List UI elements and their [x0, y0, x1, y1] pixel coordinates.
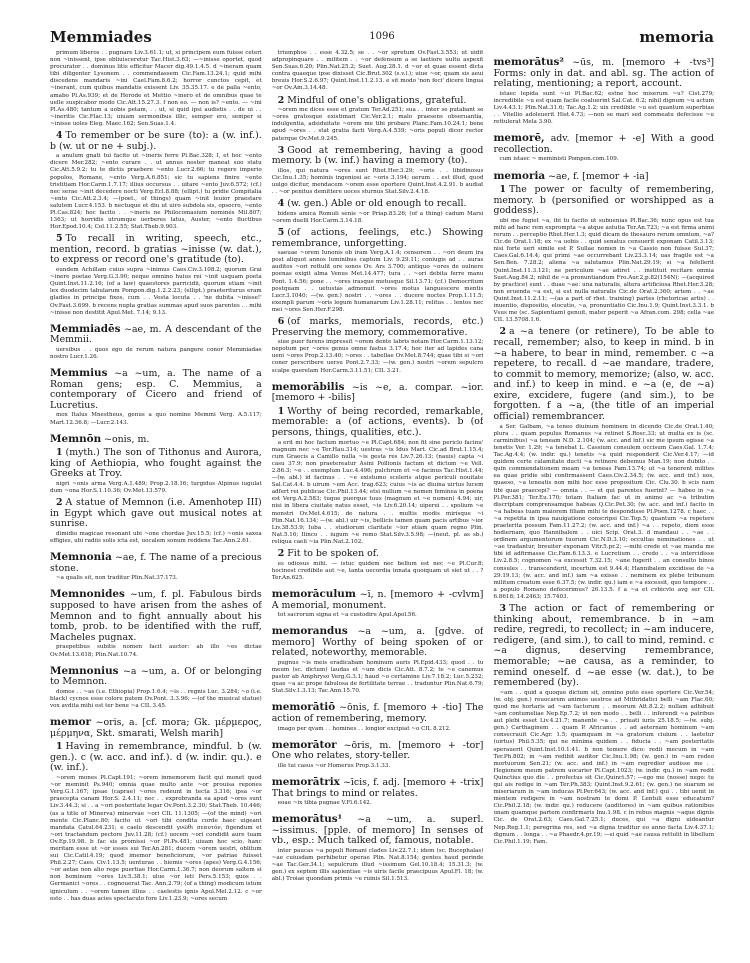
sense-definition — [272, 407, 484, 439]
dictionary-entry — [493, 57, 714, 90]
citation-block: eoae ~ix tibia pugnae V.Fl.6.142. — [277, 800, 372, 807]
sense-text: To remember or be sure (to): a (w. inf.). b (w. ut or ne + subj.). — [50, 130, 262, 152]
sense-number: 4 — [56, 130, 63, 142]
sense-definition — [272, 146, 484, 167]
sense-text: (of actions, feelings, etc.) Showing remembrance, unforgetting. — [271, 226, 484, 249]
dictionary-entry — [50, 324, 262, 346]
headword: Memnonides — [50, 588, 125, 601]
sense-text: The action or fact of remembering or thinking about, remembrance. b in ~am redire, regredi, to recollect; in ~am inducere, redigere, (and sim.), to call to mind, remind. c ~a dignus, deserving remembrance, memorable; ~ae causa, as a reminder, to remind oneself. d ~ae esse (w. dat.), to be remembered (by). — [493, 603, 715, 689]
citation-block: es odiosus mihi. — istuc quidem nec bellum est nec ~e Pl.Cur.8; hocinest credibile aut ~e, tanta uecordia innata quoiquam ut siet ut . . ? Ter.An.625. — [271, 560, 484, 581]
headword: memoria — [493, 169, 546, 182]
headword: Memmiadēs — [50, 322, 121, 335]
sense-number: 2 — [277, 94, 285, 106]
citation-block: istaec lepida sunt ~ui Pl.Bac.62; estne hoc miserum ~u? Cist.279; incredibile ~u est quam facile coaluerint Sal.Cat. 6.2; nihil dignum ~u actum Liv.4.43.1; Plin.Nat.31.6; Tac.Ag.1.2; uix credibile ~u est quantum superbiae . . Vitellio adoleuerit Hist.4.73; —non se mari sed commeatu defecisse ~u rettulerat Mela 3.90. — [493, 90, 715, 126]
headword: memorandus — [271, 625, 348, 638]
headword: memorātor — [271, 738, 337, 751]
dictionary-entry — [493, 171, 714, 183]
sense-text: (myth.) The son of Tithonus and Aurora, king of Aethiopia, who fought against the Greeks at Troy. — [50, 447, 262, 480]
column-right — [493, 50, 714, 955]
entry-definition: ~a ~um, a. The name of a Roman gens; esp. C. Memmius, a contemporary of Cicero and friend of Lucretius. — [50, 368, 262, 411]
sense-definition — [272, 228, 484, 249]
right-guide-word: memoria — [639, 28, 714, 46]
sense-definition — [493, 604, 714, 689]
sense-definition — [272, 549, 484, 560]
citation-block: pugnus ~is meis eradicabam hominum auris Pl.Epid.433; quod . . tu meum (sc. dictum) laudas et ~um dicis Cic.Att. 8.7.2; te ~e canemus pastor ab Amphryso Verg.G.3.1; haud ~o certamine Liv.7.18.2; Luc.5.232; quae ~a ac prope fabulosa de fertilitate terrae . . traduntur Plin.Nat.6.79; Stat.Silv.1.3.13; Tac.Ann.15.70. — [271, 659, 484, 695]
sense-text: To recall in writing, speech, etc., mention, record. b gratias ~inisse (w. dat.), to express or record one's gratitude (to). — [50, 233, 262, 266]
entry-definition: ~um, f. pl. Fabulous birds supposed to have arisen from the ashes of Memnon and to fight annually about his tomb, prob. to be identified with the ruff, Macheles pugnax. — [50, 589, 262, 643]
sense-definition — [272, 96, 484, 107]
dictionary-entry — [272, 814, 484, 847]
citation-block: nigri ~onis arma Verg.A.1.489; Prop.2.18.16; turgidus Alpinus iugulat dum ~ona Hor.S.1.10.36; Ov.Met.13.579. — [50, 481, 262, 495]
entry-definition: ~is ~e, a. compar. ~ior. [memoro + -bilis] — [271, 381, 484, 404]
text-columns — [50, 50, 714, 955]
page-header — [50, 26, 714, 50]
sense-number: 2 — [56, 497, 63, 509]
headword: memorātiō — [271, 701, 336, 714]
citation-block: primum liberos . . pugnare Liv.3.61.1; ut, si principem eum fuisse ceteri non ~inissent, ipse obliuisceretur Tac.Hist.3.63; —~inisse oportet, quod procurator . . dominus litis efficitur Macer dig.49.1.4.5. d ~ineram quam tibi diligenter Lysonem . . commendassem Cic.Fam.13.24.1; quid mihi discedens mandaris ~ini Cael.Fam.8.6.2; horror cunctos cepit, et ~inerant, cum quibus mandatis exissent Liv. 35.35.17. e de palla ~ento, amabo Pl.As.939; et de Herode et Mettio ~inero et de omnibus quae te uelle suspicabor modo Cic.Att.15.27.3. f non eo. — non is? ~ento. — ~ini Pl.As.480; tantum a uobis petam, . . ut, si quid ipsi audistis . . de ui . . ~ineritis Cic.Flac.13; uiuam sermonibus illic, semper ero, semper si ~inisse uoles Eleg. Maec.162; Sen.Suas.1.4. — [50, 50, 262, 127]
citation-block: ~orem mones Pl.Capt.191; ~orem inmemorem facit qui monet quod ~or meminit Ps.940; omnia quae multo ante ~or prouisa repones Verg.G.1.167; ipsae (caprae) ~ores redeunt in tecta 3.316; ipsa ~or praecepta canam Hor.S. 2.4.11; nec . . exprobranda ea apud ~ores sunt Liv.3.44.3; si . . a ~ori posteritate legar Ov.Pont.3.2.30; Stat.Theb. 10.446; (as a title of Minerva) minervae ~ori CIL 11.1305; —(of the mind) ~ori mente Cic.Planc.80; facito ut ~ori tibi condita corde haec uigeant mandata Catul.64.231; e caelo descendit γνῶθι σεαυτόν, figendum et ~ori tractandum pectore Juv.11.28; (cf.) uocem ~ori condidit aure tuam Ov.Ep.19.98. b fac sis promissi ~or Pl.Ps.481; uiuam hoc scio, hanc meritam esse ut ~or esses sui Ter.An.281; ducem ~orem uestri, oblitum sui Cic.Catil.4.19; quod imemor beneficiorum, ~or patriae fuisset Phil.2.27; Caes. Civ.1.13.5; uenturae . . hiemis ~ores (apes) Verg.G.4.156; ~or aetae non alio rege puertiae Hor.Carm.1.36.7; non deorum saltem si non hominum ~ores Liv.5.38.1; ulue ~or leti Pers.5.153; quos . . Germanici ~ores . . cognouerat Tac. Ann.2.79; (of a thing) modicum istum igniculum . . ~orem tamen illius . . caelestis ignis Apul.Mel.2.12. c ~or esto . . has duas acies spectaculo fore Liv.1.23.9; ~ores secum — [50, 775, 262, 902]
sense-text: Worthy of being recorded, remarkable, memorable: a (of actions, events). b (of persons, things, qualities, etc.). — [271, 405, 484, 439]
page-number: 1096 — [369, 31, 395, 42]
sense-text: A statue of Memnon (i.e. Amenhotep III) in Egypt which gave out musical notes at sunrise. — [50, 497, 262, 530]
citation-block: a Ser. Galbam, ~a teneo diuinum hominem in dicendo Cic.de Orat.1.40; plura . . quam populus Romanus ~a retinet S.Rosc.33; ut multa ex is (sc. carminibus) ~a teneam N.D. 2.104; (w. acc. and inf.) sic me ipsum egisse ~a tenetis Ver. 1.29; ~a tenebat L. Cassium consulem occisum Caes.Gal. 1.7.4; Tac.Ag.4.4; (w. indir. qu.) tenetis ~a quid responderit Cic.Ver.4.17; —id quidem certe calamitate ducti ~a retinere debemus Man.19; non dubito . . quin commendationem meam ~a teneas Fam.13.74; ut ~a tenerent milites ea quae pridie sibi confirmassent Caes.Civ.2.34.5; (w. acc. and inf.) uos, quaeso, ~a teneatis non mihi hoc esse propositum Cic. Clu.30. b scis nam tibi quae praecepi? — omnia . . — et qui parentes fuerint? — habeo in ~a Pl.Per.381; Ter.Eu.170; totam Italiam fac ut in animo ac ~a tributim discriptam comprensamque habeas Q.Cic.Pet.30; (w. acc. and inf.) facito in ~a habeas tuam maiorem filiam mihi te despondisse Pl.Poen.1278. c haec . . ~a repetita in ipsa nauigatione conscripsi Cic.Top.5; quantum ~a repetere praeterita possum Fam.11.27.2; (w. acc. and inf.) ~a . . repeto, diem esse hodiernam, quo Hannibalem . . uici Scip. Orat.3. d mandaui . . ~ae . . ordinem argumentorum tuorum Cic.N.D.3.10; occultas nominationes . . ut ~ae tradantur, breuiter exponam Vitr.5.pr.2; —mihi crede et ~ae manda me tibi id adfirmasse Cic.Fam.6.13.3. e Lucretium . . credo . . ~a intercidisse Liv.2.8.5; cognomen ~a excessit 7.32.15; ~ane fugerit . . an consulto binos consules . . transcenderit, incertum est 9.44.4; Hannibalem excidisse de ~a 29.19.13; (w. acc. and inf.) iam ~a exisse . . neminem ex plebe tribunum militum creatum esse 6.37.5; (w. indir. qu.) iam e ~a excessit, quo tempore . . a populo Romano defecerimus? 26.13.5. f a ~a et cvbicvlo avg ser CIL 6.8618; 14.2463; 15.7403. — [493, 423, 715, 600]
citation-block: saeuae ~orem Iunonis ob iram Verg.A.1.4; censorem . . ~ori deum ira post aliquot annos luminibus captum Liv. 9.29.11; coniugis ad . . auras auditos ~ori rettulit ore sonos Ov. Ars 3.700; antiquo ~ores de uulnere poenas exigit alma Venus Met.14.477; tura . . ~ori debita ferre manu Pont. 1.4.56; pone . . ~ores irasque metusque Sil.13.71; (cf.) Democritum postquam . . uetustas admonuit ~ores motus languescere mentis Lucr.3.1040; —(w. gen.) nostri . . ~ores . . ducere noctes Prop.1.11.5; exempli parum ~oris legum humanarum Liv.1.28.11; relitus . . lentos nec mei ~ores Sen.Her.F.298. — [271, 250, 484, 313]
entry-definition: ~a ~um, a. superl. ~issimus. [pple. of memoro] In senses of vb., esp.: Much talked of, famous, notable. — [271, 814, 484, 847]
citation-block: a erit mi hoc factum mortuo ~e Pl.Capt.684; non fit sine periclo facinu' magnum nec ~e Ter.Hau.314; uestras ~is Idus Mart. Cic.ad Brut.1.15.4; cum Graecis a Camillo nulla ~is gesta res Liv.7.26.13; (nauis) capta ~i casu 37.9; non praetereatur Asini Pollionis factum et dictum ~e Vell. 2.86.3; ~e . . exemplum Luc.4.496; pulchrum et ~e facinus Tac.Hist.1.44; —(w. abl.) id facinus . . ~e existumo sceleris atque periculi nouitate Sal.Cat.4.4. b uirum ~em Acc. trag.623; cuius ~is ac diuina uirtus lucem adfert rei publicae Cic.Phil.13.44; etsi nullum ~e nomen feminea in poena est Verg.A.2.583; tuque puerque tuus (magnum et ~e numen) 4.94; uir, nisi in libera ciuitate natus esset, ~is Liv.6.20.14; uiperei . . spolium ~e monstri Ov.Met.4.615; de natura . . multis modis mirisque ~i Plin.Nat.16.134; —(w. abl.) uir ~is, bellicis tamen quam pacis artibus ~ior Liv.38.53.9; Iuba . . studiorum claritate ~ior etiam quam regno Plin. Nat.5.16; Ilinco . . iugum ~e remo Stat.Silv.3.5.98; —(neut. pl. as sb.) reliqua caeli ~ia Plin.Nat.2.102. — [271, 439, 484, 545]
sense-number: 1 — [56, 741, 63, 753]
dictionary-entry — [493, 133, 714, 155]
sense-definition — [272, 317, 484, 338]
dictionary-entry — [50, 552, 262, 574]
citation-block: imago per qvam . . homines . . longior excipiat ~o CIL 8.212. — [277, 725, 451, 732]
headword: Memnonia — [50, 551, 112, 564]
sense-definition — [50, 448, 262, 480]
citation-block: bidens amica Romuli senis ~or Priap.83.26; (of a thing) cadum Marsi ~orem duelli Hor.Carm.3.14.18. — [271, 210, 484, 224]
dictionary-entry — [50, 717, 262, 739]
citation-block: a anulum gnati tui facito ut ~ineris ferre Pl.Bac.328; I, et hoc ~ento dicere Mer.282; ~ento curare . . ut annus noster maneat suo statu Cic.Att.5.9.2; tu te dictis praebere ~ento Lucr.2.66; tu regere imperio populos, Romane, ~ento Verg.A.6.851; sic tu sapiens finire ~ento tristitiam Hor.Carm.1.7.17; illius occursus . . uitare ~ento Juv.6.572; (cf.) nec serae ~init decedere nocti Verg.Ecl.8.88; (ellipt.) tu pridie Compitalia ~ento Cic.Att.2.3.4; —(poet., of things) quam ~init leuior praestare salutem Lucr.4.153. b nectuque et diu ut uiro subdola sis, opsecro, ~ento Pl.Cas.824; hoc facito . . ~ineris ne Philocomasium nominés Mil.807; 1363; ut horridis utrumque uerberes latus, Auster, ~ento fluctibus Hor.Epod.10.4; Col.11.2.55; Stat.Theb.9.903. — [50, 153, 262, 231]
sense-definition — [272, 199, 484, 210]
entry-definition: ~a ~um, a. Of or belonging to Memnon. — [50, 665, 262, 688]
dictionary-page — [50, 26, 715, 902]
headword: memorē, — [493, 132, 545, 145]
citation-block: ille tui casus ~or Homerus Prop.3.1.33. — [277, 762, 391, 769]
sense-definition — [493, 185, 714, 217]
headword: memorāculum — [271, 587, 356, 600]
sense-number: 4 — [277, 198, 285, 210]
sense-number: 5 — [277, 226, 285, 238]
sense-text: Mindful of one's obligations, grateful. — [287, 94, 467, 106]
sense-number: 1 — [499, 184, 506, 196]
entry-definition: ~ūs, m. [memoro + -tvs³] Forms: only in dat. and abl. sg. The action of relating, mentioning; a report, account. — [493, 57, 715, 90]
headword: Memnōn — [50, 432, 102, 445]
entry-definition: ~a ~um, a. [gdve. of memoro] Worthy of being spoken of or related, noteworthy, memorable. — [271, 626, 484, 659]
entry-definition: ~ae, f. [memor + -ia] — [548, 170, 649, 182]
dictionary-entry — [272, 777, 484, 799]
dictionary-entry — [272, 740, 484, 762]
entry-definition: ~īcis, f. adj. [memoro + -trix] That brings to mind or relates. — [271, 777, 484, 799]
entry-definition: ~onis, m. — [104, 433, 150, 445]
sense-definition — [50, 742, 262, 774]
sense-text: (of marks, memorials, records, etc.) Preserving the memory, commemorative. — [271, 316, 484, 338]
citation-block: siue puer furens impressit ~orem dente labris notam Hor.Carm.1.13.12; nepotum per ~ores genus omne fastus 3.17.4; hoc iter ad lapides cana ueni ~ores Prop.2.13.40; ~ores . . tabellae Ov.Met.8.744; quae tibi si ~ori coner perscribere uersu Pont.2.7.33; —(w. gen.) nostri ~orem sepulcro scalpe querelam Hor.Carm.3.11.51; CIL 3.21. — [271, 339, 484, 374]
sense-number: 3 — [499, 603, 506, 614]
dictionary-entry — [50, 368, 262, 411]
citation-block: domos . . ~as (i.e. Ethiopia) Prop.1.6.4; ~is . . regnis Luc. 3.284; ~o (i.e. black) cycnos esse colore putem Ov.Pont. 3.3.96; —(of the musical statue) vox avdita mihi est ter bene ~a CIL 3.45. — [50, 688, 262, 709]
citation-block: cum istaec ~ meministi Pompon.com.109. — [499, 156, 619, 163]
sense-number: 6 — [277, 316, 285, 327]
dictionary-entry — [50, 589, 262, 643]
citation-block: triumphos . . esse 4.32.5; se . . ~or spretum Ov.Fast.3.553; ut uidit adpropinquare . . militem . . ~or defensum a se laetiore uultu aspexit Sen.Suas.6.20; Plin.Nat.25.2; Suet. Aug.28.1. d ~or et quae essent dicta contra quaeque ipse dixisset Cic.Brut.302 (s.v.l.); uiue ~or, quam sis aeui breuis Hor.S.2.6.97; Quint.Inst.11.2.13. e sit modo 'non feci' dicere lingua ~or Ov.Am.3.14.48. — [271, 50, 484, 92]
dictionary-entry — [50, 666, 262, 688]
citation-block: praepetibus subitis nomen facit auctor: ab illo ~es dictae Ov.Met.13.618; Plin.Nat.10.74. — [50, 644, 262, 658]
sense-number: 2 — [277, 548, 285, 560]
citation-block: dimidio magicae resonant ubi ~one chordae Juv.15.5; (cf.) ~onis saxea effigies, ubi radiis solis icta est, uocalem sonum reddens Tac.Ann.2.61. — [50, 530, 262, 545]
entry-definition: ~ī, n. [memoro + -cvlvm] A memorial, monument. — [271, 588, 484, 611]
sense-definition — [50, 498, 262, 530]
citation-block: eundem Achillam cuius supra ~inimus Caes.Civ.3.108.2; quorum Grai ~inere poetae Verg.G.3.90; neque omnino huius rei ~init usquam poeta Quint.Inst.11.2.16; (of a law) quaestores parricidii, quorum etiam ~init lex duodecim tabularum Pompon.dig.1.2.2.23; (ellipt.) praeteriturus eram gladios in principe fixos, cum . . Vesta locuta . . 'ne dubita ~inisse!' Ov.Fast.3.699. b recens nupta gratias summas apud suos parentes . . mihi ~inisse non destitit Apul.Met. 7.14; 9.13. — [50, 267, 262, 316]
sense-number: 3 — [277, 144, 285, 156]
citation-block: ~orem me dices esse et gratum Ter.Ad.251; sua . . inter se putabant se ~ores gratosque existimari Cic.Ver.2.1; malo praesens obseruantia, indulgentia, adsiduitate ~orem me tibi probare Planc.Fam.10.24.1; bene apud ~ores . . stat gratia facti Verg.A.4.539; ~oris populi dicor rector paterque Ov.Met.9.245. — [271, 107, 484, 142]
headword: Memnonius — [50, 664, 119, 677]
citation-block: ubi me fugiet ~a, ibi tu facito ut subuenias Pl.Bac.36; nunc opus est tua mihi ad hanc rem exprompta ~a atque astutia Ter.An.723; ~a est firma animi rerum . . perceptio Rhet.Her.1.3; quid dicam de thesauro rerum omnium, ~a? Cic.de Orat.1.18; ex ~a uobis . . quid senatus censuerit exponam Catil.3.13; nisi forte ueri simile est P. Sullae nomen in ~a Cassio non fuisse Sul.37; Caes.Gal.6.14.4; qui primi ~ae occurrebant Liv.23.3.14; uas fragile est ~a Sen.Ben. 7.28.2; aliena ~a salutamus Plin.Nat.29.19; si ~a fefellerit Quint.Inst.11.3.121; ne periculum ~ae adiret . . instituit recitare omnia Suet.Aug.84.2; nihil de ~a pronuntiandum Fro.Aur.2,p.82(154N); —(acquired by practice) sunt . . duae ~ae: una naturalis, altera artificiosa Rhet.Her.3.28; non eruenda ~a est, si est nulla naturalis Cic.de Orat.2.360; artem . . ~ae Quint.Inst.11.2.11; —(as a part of rhet. training) partes (rhetoricae artis) . . inuentio, dispositio, elocutio, ~a, pronuntiatio Cic.Inu.1.9; Quint.Inst.3.3.1. b Vsus me (sc. Sapientiam) genuit, mater peperit ~a Afran.com. 298; cella ~ae CIL 13.5708.1.6. — [493, 217, 715, 324]
headword: memorātus² — [493, 56, 564, 68]
citation-block: illos, qui natura ~ores sunt Rhet.Her.3.29; ~oris . . libidinosus Cic.Inu.1.35; hominis ingeniosi ac ~oris 3.194; uerum . . est illud, quod uulgo dicitur, mendacem ~orem esse oportere Quint.Inst.4.2.91. b audiat . . ~or penitus demittere uoces sturnus Stat.Silv.2.4.18. — [271, 167, 484, 196]
headword: memorābilis — [271, 380, 345, 393]
dictionary-entry — [272, 626, 484, 659]
dictionary-entry — [272, 702, 484, 724]
sense-definition — [50, 131, 262, 152]
citation-block: tot sacrorum signa et ~a custodire Apul.Apol.56. — [277, 612, 417, 619]
dictionary-entry — [50, 434, 262, 446]
entry-definition: adv. [memor + -e] With a good recollection. — [493, 133, 715, 155]
citation-block: ~am . . quid a quoque dictum sit, omnino puto esse oportere Cic.Ver.54; (w. obj. gen.) reuocarem animos uestros ad Mithridatici belli ~am Flac.60; quod me hortaris ad ~am factorum . . meorum Att.8.2.2; nullam adhibuit ~am contumeliae Nep.Ep.7.2; ut non modo . . belli . . inferendi ~a patribus aut plebi esset Liv.4.21.7; manente ~a . . priuati iuris 25.18.5; —(w. subj. gen.) Carthaginem . . quam P. Africanus . . ad aeternam hominum ~am consecrauit Cic.Agr. 1.5; quamquam in ~a gratorum ciuium . . laetetur (uirtus) Phil.5.35; qui ne minima quidem . . fiducia . . ~am posteritatis sperauerit Quint.Inst.10.1.41. b non temere dico: redii mecum in ~am Ter.Ph.802; in ~am redibit auditor Cic.Inu.1.98; (w. gen.) in ~am redeo mortuorum Sen.21; (w. acc. and inf.) in ~am regredior audisse me . . Hegionem meum patrem uocarier Pl.Capt.1023; (w. indir. qu.) in ~am redit Quinctius quo die . . profectus sit Cic.Quinct.57; —ego me (nosse) nego: tu qui ais redige in ~am Ter.Ph.383; Quint.Inst.9.2.61; (w. gen.) ne suarum se miseriarum in ~am inducas Pl.Per.643; (w. acc. and inf.) qui . . tibi uenit in mentem redigere in ~am nostram te domi P. Lentuli esse educatum? Cic.Phil.2.18; (w. indir. qu.) reducere (auditores) in ~am quibus rationibus unam quamque partem confirmaris Inu.1.98. c in rebus magnis ~aque dignis Cic. de Orat.2.63; Caes.Gal.7.25.1; duces, qui ~a digni uideantur Nep.Reg.1.1; peregrina res, sed ~a digna traditur eo anno facta Liv.4.37.1; dignum . . longa . . ~a Phaedr.4.pr.19; —si quid ~ae causa rettulit in libellum Cic.Phil.1.19; Fam. — [493, 689, 715, 845]
citation-block: inter paucas ~a populi Romani clades Liv.22.7.1; idem (sc. Bucephalas) ~ae cuiusdam perhibetur operae Plin. Nat.8.154; gentes haud perinde ~ae Tac.Ger.34.1; sepulcrum illud ~issimum Gel.10.18.4; 15.31.3; (w. gen.) ex septem illis sapientiae ~is uiris facile praecipuus Apul.Fl. 18; (w. abl.) Troiae quondam primis ~e ruinis Sil.1.513. — [271, 848, 484, 883]
sense-text: Good at remembering, having a good memory. b (w. inf.) having a memory (to). — [271, 144, 484, 167]
headword: Memmius — [50, 367, 108, 380]
headword: memorātus¹ — [271, 813, 343, 826]
sense-number: 5 — [56, 233, 63, 245]
sense-number: 1 — [56, 447, 63, 459]
entry-definition: ~ae, f. The name of a precious stone. — [50, 552, 262, 574]
sense-text: a ~a tenere (or retinere), To be able to recall, remember; also, to keep in mind. b in ~a habere, to bear in mind, remember. c ~a repetere, to recall. d ~ae mandare, tradere, to commit to memory, memorize; (also, w. acc. and inf.) to keep in mind. e ~a (e, de ~a) exire, excidere, fugere (and sim.), to be forgotten. f a ~a, (the title of an imperial official) remembrancer. — [493, 326, 715, 423]
dictionary-entry — [272, 589, 484, 611]
entry-definition: ~ōris, m. [memoro + -tor] One who relates, story-teller. — [271, 739, 484, 762]
sense-text: The power or faculty of remembering, memory. b (personified or worshipped as a goddess). — [493, 184, 715, 217]
sense-text: Fit to be spoken of. — [287, 548, 379, 560]
left-guide-word: Memmiades — [50, 28, 152, 46]
column-left — [50, 50, 262, 955]
citation-block: mox Italus Mnestheus, genus a quo nomine Memmi Verg. A.5.117; Mart.12.36.8; —Lucr.2.143. — [50, 412, 262, 426]
sense-number: 2 — [499, 326, 506, 338]
citation-block: ~a qualis sit, non traditur Plin.Nat.37.173. — [56, 575, 178, 582]
entry-definition: ~oris, a. [cf. mora; Gk. μέρμερος, μέρμηνα, Skt. smarati, Welsh marih] — [50, 717, 262, 739]
headword: memor — [50, 716, 92, 729]
entry-definition: ~ae, m. A descendant of the Memmii. — [50, 323, 262, 346]
sense-number: 1 — [277, 405, 285, 417]
sense-definition — [493, 327, 714, 422]
dictionary-entry — [272, 382, 484, 404]
column-middle — [272, 50, 484, 955]
entry-definition: ~ōnis, f. [memoro + -tio] The action of remembering, memory. — [271, 702, 484, 725]
headword: memorātrix — [271, 776, 340, 788]
sense-text: Having in remembrance, mindful. b (w. gen.). c (w. acc. and inf.). d (w. indir. qu.). e (w. inf.). — [50, 741, 262, 774]
citation-block: uersibus . . quos ego de rerum natura pangere conor Memmiadae nostro Lucr.1.26. — [50, 346, 262, 360]
sense-text: (w. gen.) Able or old enough to recall. — [287, 198, 467, 210]
sense-definition — [50, 234, 262, 266]
